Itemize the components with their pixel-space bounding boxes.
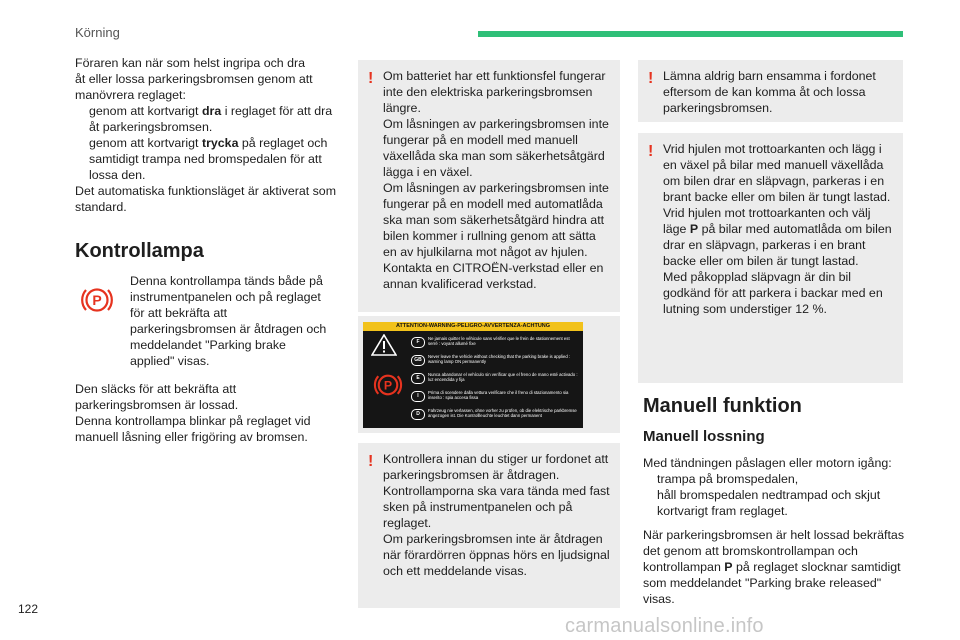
- language-code: D: [411, 409, 425, 420]
- warning-text: Med påkopplad släpvagn är din bil godkänd för att parkera i backar med en lutning som understiger 12 %.: [663, 270, 883, 316]
- list-item: [75, 103, 345, 135]
- watermark: carmanualsonline.info: [565, 615, 764, 637]
- warning-label-image: [358, 316, 620, 433]
- warning-triangle-icon: [371, 334, 397, 356]
- label-row-text: Ne jamais quitter le véhicule sans vérifier que le frein de stationnement est serré : voyant allumé fixe: [428, 336, 570, 347]
- paragraph-bold-text: P: [724, 560, 733, 574]
- language-code: E: [411, 373, 425, 384]
- section-heading-manuell-funktion: Manuell funktion: [643, 395, 802, 417]
- bullet-bold-text: dra: [201, 104, 222, 118]
- page-number: 122: [18, 602, 39, 616]
- bullet-text: genom att kortvarigt: [89, 136, 202, 150]
- bullet-arrow-icon: [643, 487, 657, 519]
- warning-text: Om batteriet har ett funktionsfel fungerar inte den elektriska parkeringsbromsen längre.: [383, 69, 606, 115]
- warning-label-sticker: [363, 322, 583, 428]
- kontrollampa-description: Denna kontrollampa tänds både på instrumentpanelen och på reglaget för att bekräfta att parkeringsbromsen är åtdragen och meddelandet "Parking brake applied" visas.: [130, 274, 327, 368]
- warning-text: Lämna aldrig barn ensamma i fordonet eftersom de kan komma åt och lossa parkeringsbromsen.: [663, 69, 876, 115]
- warning-text: Vrid hjulen mot trottoarkanten och lägg i en växel på bilar med manuell växellåda om bilen drar en släpvagn, parkeras i en brant backe eller om bilen är tungt lastad.: [663, 142, 891, 204]
- warning-box-battery: [358, 60, 620, 312]
- warning-text: Om parkeringsbromsen inte är åtdragen när förardörren öppnas hörs en ljudsignal och ett meddelande visas.: [383, 532, 610, 578]
- section-heading-kontrollampa: Kontrollampa: [75, 240, 204, 262]
- bullet-bold-text: trycka: [201, 136, 239, 150]
- warning-box-children: [638, 60, 903, 122]
- warning-text: Kontrollera innan du stiger ur fordonet att parkeringsbromsen är åtdragen. Kontrollamporna ska vara tända med fast sken på instrumentpanelen och på reglaget.: [383, 452, 610, 530]
- svg-text:P: P: [92, 292, 102, 308]
- list-item: [643, 471, 905, 487]
- paragraph-line: manuell låsning eller frigöring av bromsen.: [75, 430, 308, 444]
- manuell-section: [643, 455, 905, 607]
- bullet-arrow-icon: [75, 135, 89, 183]
- label-row: [411, 408, 579, 420]
- intro-line: åt eller lossa parkeringsbromsen genom att: [75, 72, 313, 86]
- language-code: I: [411, 391, 425, 402]
- warning-box-wheels: [638, 133, 903, 383]
- kontrollampa-paragraph: [75, 381, 340, 445]
- manuell-intro: Med tändningen påslagen eller motorn igång:: [643, 456, 892, 470]
- list-item: [75, 135, 345, 183]
- bullet-text: trampa på bromspedalen,: [657, 472, 799, 486]
- label-row: [411, 336, 579, 348]
- intro-section: [75, 55, 345, 215]
- intro-line: manövrera reglaget:: [75, 88, 186, 102]
- warning-text: Om låsningen av parkeringsbromsen inte fungerar på en modell med automatlåda ska man som säkerhetsåtgärd hindra att bilen kommer i rullning genom att sätta en av hjulkilarna mot något av hjulen.: [383, 181, 609, 259]
- warning-text: Kontakta en CITROËN-verkstad eller en annan kvalificerad verkstad.: [383, 261, 604, 291]
- paragraph-line: parkeringsbromsen är lossad.: [75, 398, 239, 412]
- label-row-text: Never leave the vehicle without checking that the parking brake is applied : warning lamp ON permanently: [428, 354, 571, 365]
- language-code: F: [411, 337, 425, 348]
- page-header-title: Körning: [75, 25, 120, 40]
- paragraph-text: på reglaget slocknar samtidigt som meddelandet "Parking brake released" visas.: [643, 560, 901, 606]
- intro-line: Föraren kan när som helst ingripa och dra: [75, 56, 306, 70]
- warning-text: på bilar med automatlåda om bilen drar en släpvagn, parkeras i en brant backe eller om bilen är tungt lastad.: [663, 222, 892, 268]
- svg-text:P: P: [383, 378, 393, 393]
- label-row-text: Nunca abandonar el vehículo sin verificar que el freno de mano esté activado : luz encendida y fija: [428, 372, 578, 383]
- paragraph-line: Denna kontrollampa blinkar på reglaget vid: [75, 414, 311, 428]
- warning-box-exit-check: [358, 443, 620, 608]
- warning-exclamation-icon: !: [368, 70, 374, 87]
- list-item: [643, 487, 905, 519]
- bullet-arrow-icon: [643, 471, 657, 487]
- manuell-closing: [643, 527, 905, 607]
- bullet-text: håll bromspedalen nedtrampad och skjut kortvarigt fram reglaget.: [657, 488, 881, 518]
- label-row: [411, 372, 579, 384]
- header-accent-bar: [478, 31, 903, 37]
- warning-bold-text: P: [689, 222, 699, 236]
- bullet-text: genom att kortvarigt: [89, 104, 202, 118]
- label-row-text: Fahrzeug nie verlassen, ohne vorher zu prüfen, ob die elektrische parkbremse angezogen ist. Die Kontrollleuchte leuchtet dann permanent: [428, 408, 577, 419]
- label-row: [411, 390, 579, 402]
- warning-text: Vrid hjulen mot trottoarkanten och välj läge: [663, 206, 871, 236]
- label-row-text: Prima di scendere dalla vettura verificare che il freno di stazionamento sia inserito : spia accesa fissa: [428, 390, 569, 401]
- bullet-text: på reglaget och samtidigt trampa ned bromspedalen för att lossa den.: [89, 136, 328, 182]
- warning-exclamation-icon: !: [648, 143, 654, 160]
- paragraph-text: När parkeringsbromsen är helt lossad bekräftas det genom att bromskontrollampan och kontrollampan: [643, 528, 905, 574]
- bullet-text: i reglaget för att dra åt parkeringsbromsen.: [89, 104, 333, 134]
- parking-brake-warning-icon: [373, 370, 403, 400]
- subheading-manuell-lossning: Manuell lossning: [643, 428, 765, 445]
- paragraph-line: Den släcks för att bekräfta att: [75, 382, 237, 396]
- warning-exclamation-icon: !: [648, 70, 654, 87]
- bullet-arrow-icon: [75, 103, 89, 135]
- language-code: GB: [411, 355, 425, 366]
- intro-closing: Det automatiska funktionsläget är aktiverat som standard.: [75, 184, 337, 214]
- parking-brake-warning-icon: [80, 283, 114, 317]
- warning-exclamation-icon: !: [368, 453, 374, 470]
- warning-text: Om låsningen av parkeringsbromsen inte fungerar på en modell med manuell växellåda ska man som säkerhetsåtgärd lägga i en växel.: [383, 117, 609, 179]
- label-stripe: ATTENTION-WARNING-PELIGRO-AVVERTENZA-ACHTUNG: [363, 322, 583, 331]
- label-row: [411, 354, 579, 366]
